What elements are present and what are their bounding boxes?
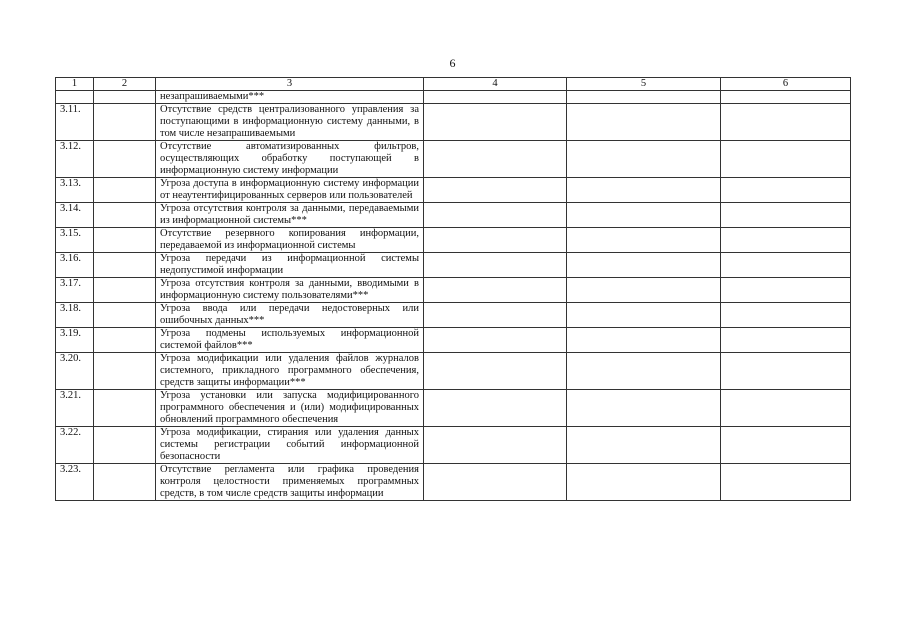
row-number: 3.13.	[56, 178, 94, 203]
cell-empty	[94, 353, 156, 390]
continuation-text: незапрашиваемыми***	[156, 91, 424, 104]
cell-empty	[94, 390, 156, 427]
row-text: Угроза отсутствия контроля за данными, вводимыми в информационную систему пользователями***	[156, 278, 424, 303]
cell-empty	[567, 91, 721, 104]
row-text: Угроза установки или запуска модифицированного программного обеспечения и (или) модифицированных обновлений программного обеспечения	[156, 390, 424, 427]
cell-empty	[721, 104, 851, 141]
row-text: Угроза модификации или удаления файлов журналов системного, прикладного программного обеспечения, средств защиты информации***	[156, 353, 424, 390]
table-row	[56, 228, 851, 253]
cell-empty	[424, 303, 567, 328]
cell-empty	[721, 178, 851, 203]
cell-empty	[567, 178, 721, 203]
cell-empty	[721, 427, 851, 464]
cell-empty	[424, 203, 567, 228]
table-row	[56, 203, 851, 228]
cell-empty	[567, 228, 721, 253]
row-text: Угроза передачи из информационной системы недопустимой информации	[156, 253, 424, 278]
cell-empty	[94, 427, 156, 464]
cell-empty	[721, 91, 851, 104]
row-text: Угроза отсутствия контроля за данными, передаваемыми из информационной системы***	[156, 203, 424, 228]
cell-empty	[567, 278, 721, 303]
cell-empty	[94, 253, 156, 278]
column-header: 1	[56, 78, 94, 91]
cell-empty	[721, 328, 851, 353]
header-row	[56, 78, 851, 91]
cell-empty	[424, 91, 567, 104]
row-number: 3.11.	[56, 104, 94, 141]
cell-empty	[567, 104, 721, 141]
row-number: 3.15.	[56, 228, 94, 253]
continuation-row	[56, 91, 851, 104]
cell-empty	[94, 303, 156, 328]
cell-empty	[721, 390, 851, 427]
cell-empty	[721, 228, 851, 253]
cell-empty	[424, 328, 567, 353]
cell-empty	[424, 141, 567, 178]
column-header: 5	[567, 78, 721, 91]
row-text: Отсутствие регламента или графика проведения контроля целостности применяемых программных средств, в том числе средств защиты информации	[156, 464, 424, 501]
cell-empty	[721, 203, 851, 228]
cell-empty	[567, 353, 721, 390]
row-text: Отсутствие автоматизированных фильтров, осуществляющих обработку поступающей в информационную систему информации	[156, 141, 424, 178]
cell-empty	[424, 228, 567, 253]
cell-empty	[567, 464, 721, 501]
table-row	[56, 328, 851, 353]
cell-empty	[567, 253, 721, 278]
row-number: 3.23.	[56, 464, 94, 501]
row-number: 3.17.	[56, 278, 94, 303]
cell-empty	[94, 141, 156, 178]
row-number: 3.12.	[56, 141, 94, 178]
cell-empty	[56, 91, 94, 104]
table-row	[56, 253, 851, 278]
row-text: Угроза подмены используемых информационной системой файлов***	[156, 328, 424, 353]
row-text: Угроза ввода или передачи недостоверных или ошибочных данных***	[156, 303, 424, 328]
row-number: 3.16.	[56, 253, 94, 278]
row-number: 3.19.	[56, 328, 94, 353]
table-row	[56, 104, 851, 141]
row-number: 3.14.	[56, 203, 94, 228]
cell-empty	[94, 278, 156, 303]
table-row	[56, 390, 851, 427]
cell-empty	[424, 353, 567, 390]
cell-empty	[424, 464, 567, 501]
cell-empty	[424, 390, 567, 427]
cell-empty	[94, 203, 156, 228]
column-header: 2	[94, 78, 156, 91]
cell-empty	[567, 390, 721, 427]
row-text: Угроза модификации, стирания или удаления данных системы регистрации событий информационной безопасности	[156, 427, 424, 464]
row-number: 3.21.	[56, 390, 94, 427]
cell-empty	[567, 203, 721, 228]
cell-empty	[567, 328, 721, 353]
cell-empty	[424, 178, 567, 203]
cell-empty	[94, 178, 156, 203]
cell-empty	[94, 104, 156, 141]
table-row	[56, 427, 851, 464]
cell-empty	[721, 278, 851, 303]
cell-empty	[424, 253, 567, 278]
table-row	[56, 353, 851, 390]
table-row	[56, 303, 851, 328]
cell-empty	[424, 427, 567, 464]
cell-empty	[567, 303, 721, 328]
table-row	[56, 141, 851, 178]
column-header: 6	[721, 78, 851, 91]
column-header: 4	[424, 78, 567, 91]
cell-empty	[94, 91, 156, 104]
cell-empty	[424, 278, 567, 303]
table-row	[56, 178, 851, 203]
row-number: 3.20.	[56, 353, 94, 390]
row-text: Угроза доступа в информационную систему информации от неаутентифицированных серверов или пользователей	[156, 178, 424, 203]
page-number: 6	[449, 56, 456, 70]
row-number: 3.18.	[56, 303, 94, 328]
cell-empty	[721, 464, 851, 501]
cell-empty	[94, 228, 156, 253]
cell-empty	[424, 104, 567, 141]
cell-empty	[94, 464, 156, 501]
cell-empty	[567, 141, 721, 178]
row-text: Отсутствие средств централизованного управления за поступающими в информационную систему данными, в том числе незапрашиваемыми	[156, 104, 424, 141]
table-row	[56, 464, 851, 501]
cell-empty	[94, 328, 156, 353]
table-row	[56, 278, 851, 303]
cell-empty	[721, 141, 851, 178]
row-text: Отсутствие резервного копирования информации, передаваемой из информационной системы	[156, 228, 424, 253]
column-header: 3	[156, 78, 424, 91]
threat-table	[55, 77, 851, 501]
cell-empty	[721, 303, 851, 328]
cell-empty	[721, 253, 851, 278]
cell-empty	[567, 427, 721, 464]
cell-empty	[721, 353, 851, 390]
row-number: 3.22.	[56, 427, 94, 464]
